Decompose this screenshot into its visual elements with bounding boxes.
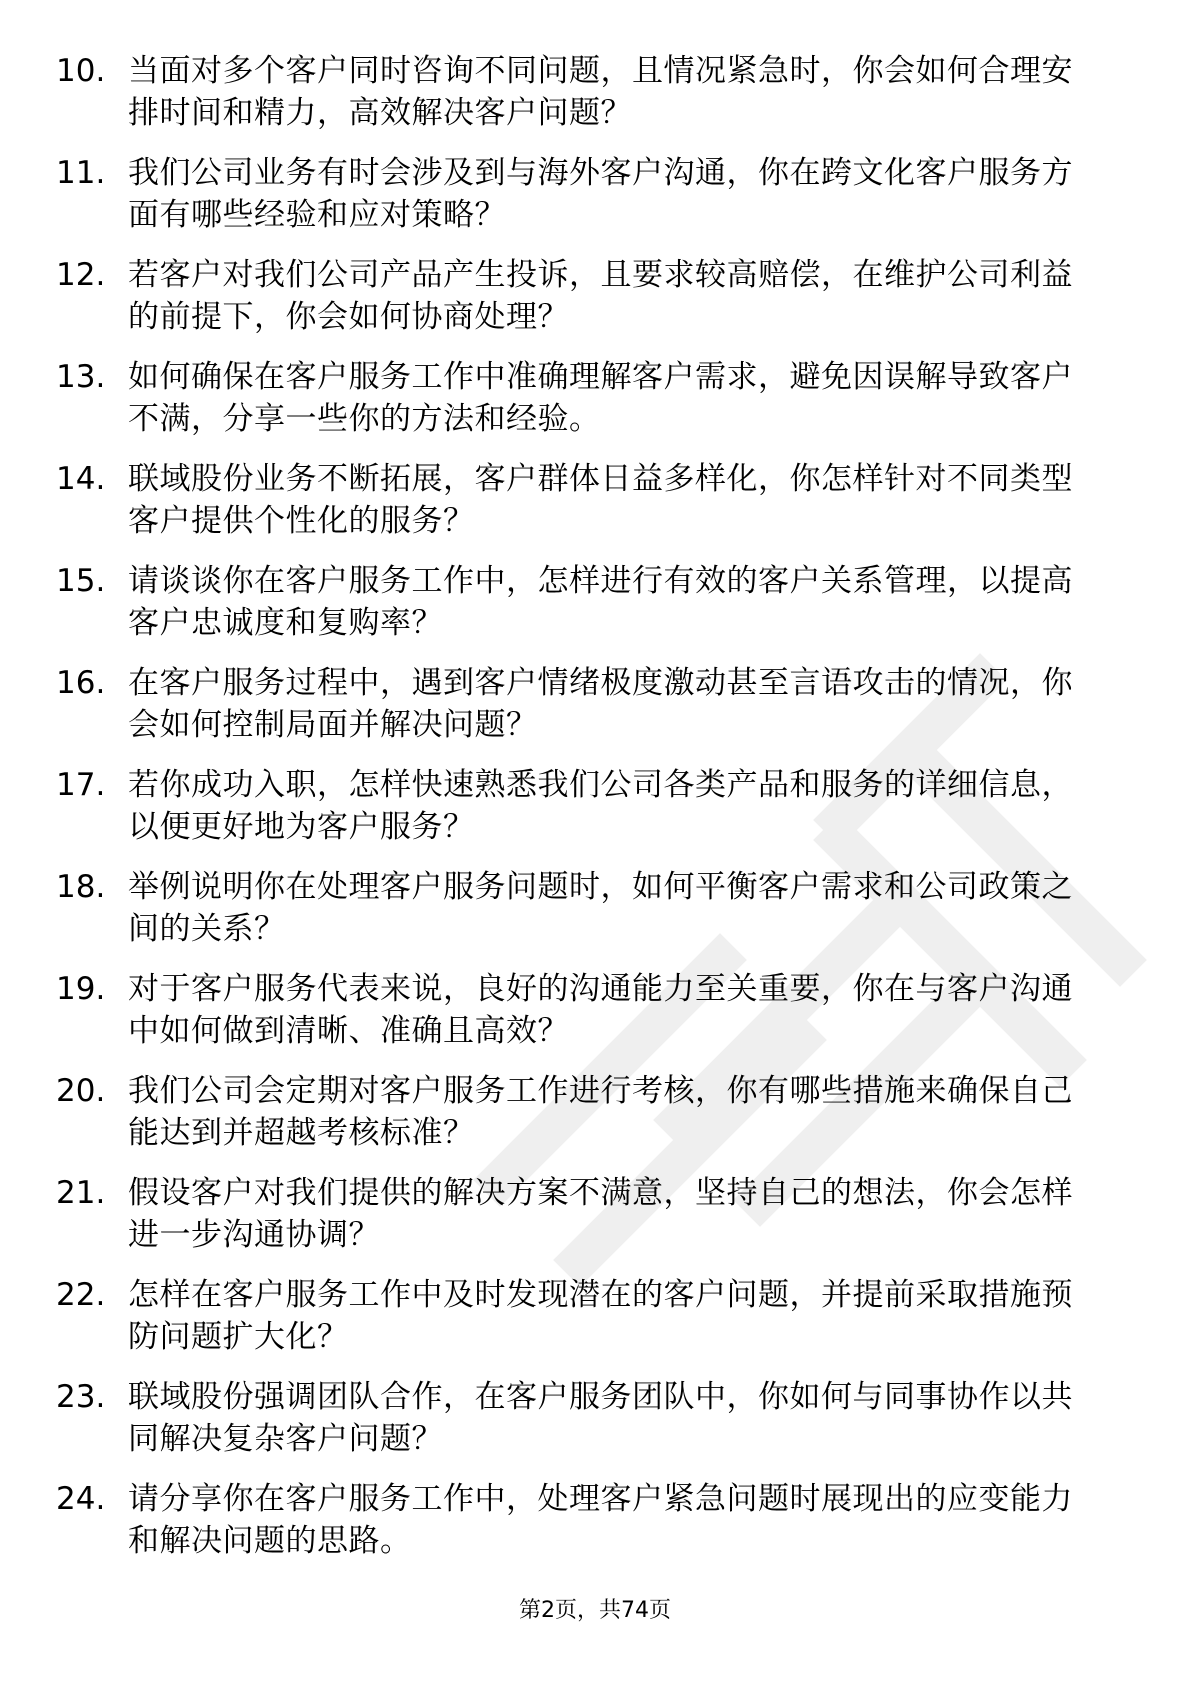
- question-text: 请谈谈你在客户服务工作中，怎样进行有效的客户关系管理，以提高客户忠诚度和复购率？: [128, 563, 1073, 641]
- question-item: [56, 152, 1116, 254]
- question-text: 联域股份业务不断拓展，客户群体日益多样化，你怎样针对不同类型客户提供个性化的服务？: [128, 461, 1073, 539]
- question-item: [56, 1172, 1116, 1274]
- question-number: 10.: [56, 53, 106, 89]
- question-text: 对于客户服务代表来说，良好的沟通能力至关重要，你在与客户沟通中如何做到清晰、准确且高效？: [128, 971, 1073, 1049]
- question-number: 21.: [56, 1175, 106, 1211]
- question-text: 在客户服务过程中，遇到客户情绪极度激动甚至言语攻击的情况，你会如何控制局面并解决问题？: [128, 665, 1073, 743]
- question-number: 20.: [56, 1073, 106, 1109]
- question-number: 24.: [56, 1481, 106, 1517]
- question-number: 19.: [56, 971, 106, 1007]
- question-number: 22.: [56, 1277, 106, 1313]
- question-text: 当面对多个客户同时咨询不同问题，且情况紧急时，你会如何合理安排时间和精力，高效解决客户问题？: [128, 53, 1073, 131]
- question-text: 联域股份强调团队合作，在客户服务团队中，你如何与同事协作以共同解决复杂客户问题？: [128, 1379, 1073, 1457]
- question-text: 若客户对我们公司产品产生投诉，且要求较高赔偿，在维护公司利益的前提下，你会如何协商处理？: [128, 257, 1073, 335]
- question-number: 23.: [56, 1379, 106, 1415]
- question-number: 15.: [56, 563, 106, 599]
- question-number: 14.: [56, 461, 106, 497]
- question-text: 怎样在客户服务工作中及时发现潜在的客户问题，并提前采取措施预防问题扩大化？: [128, 1277, 1073, 1355]
- question-item: [56, 356, 1116, 458]
- page-number-footer: 第2页，共74页: [519, 1598, 671, 1623]
- question-text: 请分享你在客户服务工作中，处理客户紧急问题时展现出的应变能力和解决问题的思路。: [128, 1481, 1073, 1559]
- question-item: [56, 866, 1116, 968]
- question-item: [56, 1478, 1116, 1580]
- question-number: 18.: [56, 869, 106, 905]
- question-text: 我们公司会定期对客户服务工作进行考核，你有哪些措施来确保自己能达到并超越考核标准？: [128, 1073, 1073, 1151]
- question-number: 16.: [56, 665, 106, 701]
- question-item: [56, 560, 1116, 662]
- question-number: 13.: [56, 359, 106, 395]
- question-item: [56, 1274, 1116, 1376]
- question-number: 12.: [56, 257, 106, 293]
- question-text: 假设客户对我们提供的解决方案不满意，坚持自己的想法，你会怎样进一步沟通协调？: [128, 1175, 1073, 1253]
- question-item: [56, 764, 1116, 866]
- question-number: 11.: [56, 155, 106, 191]
- question-item: [56, 1070, 1116, 1172]
- question-text: 举例说明你在处理客户服务问题时，如何平衡客户需求和公司政策之间的关系？: [128, 869, 1073, 947]
- question-item: [56, 254, 1116, 356]
- question-list: [56, 50, 1116, 1580]
- question-text: 如何确保在客户服务工作中准确理解客户需求，避免因误解导致客户不满，分享一些你的方法和经验。: [128, 359, 1073, 437]
- question-text: 若你成功入职，怎样快速熟悉我们公司各类产品和服务的详细信息，以便更好地为客户服务？: [128, 767, 1073, 845]
- question-text: 我们公司业务有时会涉及到与海外客户沟通，你在跨文化客户服务方面有哪些经验和应对策略？: [128, 155, 1073, 233]
- question-item: [56, 662, 1116, 764]
- question-item: [56, 1376, 1116, 1478]
- question-number: 17.: [56, 767, 106, 803]
- question-item: [56, 50, 1116, 152]
- question-item: [56, 968, 1116, 1070]
- question-item: [56, 458, 1116, 560]
